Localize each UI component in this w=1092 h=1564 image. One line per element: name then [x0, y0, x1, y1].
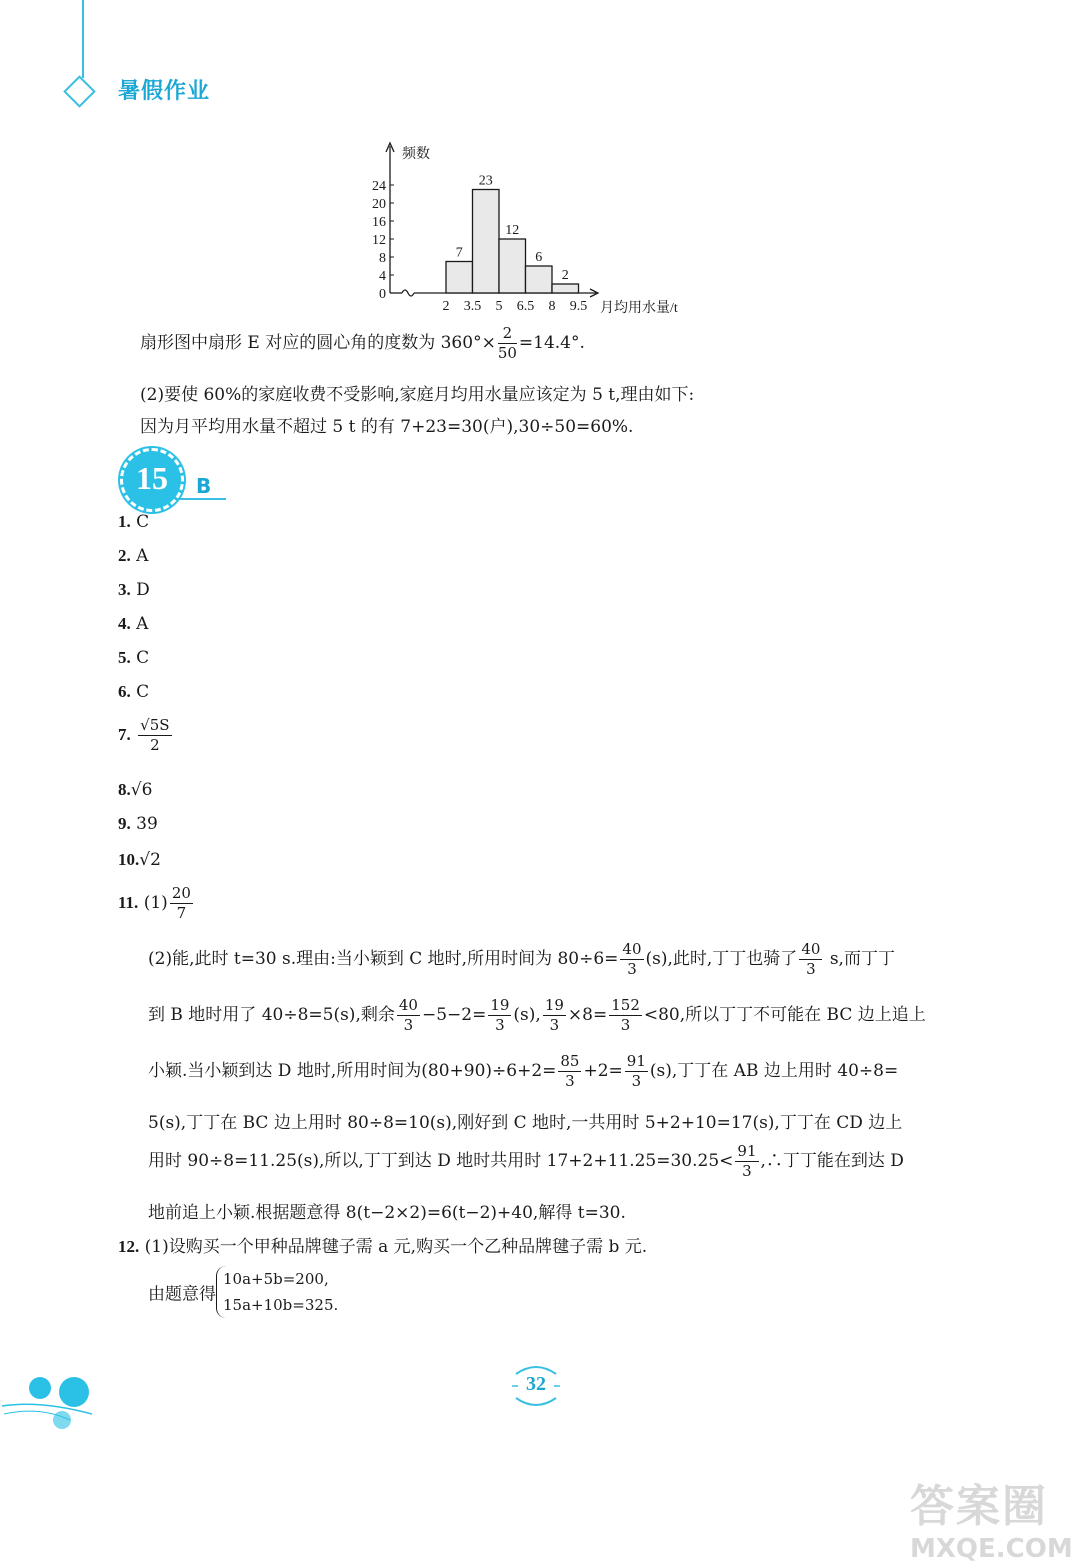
q11-line-2 [148, 998, 968, 1033]
q11-text: (2)能,此时 t=30 s.理由:当小颖到 C 地时,所用时间为 80÷6= [148, 949, 619, 969]
histogram-chart [360, 140, 710, 325]
answer-item-7 [118, 718, 174, 753]
answer-item [118, 648, 149, 668]
answer-text: C [136, 648, 150, 668]
answer-text: (1)设购买一个甲种品牌毽子需 a 元,购买一个乙种品牌毽子需 b 元. [144, 1237, 648, 1257]
answer-item [118, 546, 148, 566]
fraction-numerator: √5S [140, 716, 170, 734]
fraction-denominator: 3 [549, 1016, 560, 1034]
section-number: 15 [136, 460, 168, 496]
q11-text: (s),丁丁在 AB 边上用时 40÷8= [649, 1061, 899, 1081]
answer-number: 11. [118, 893, 139, 912]
bar-value-label: 12 [505, 223, 520, 238]
q11-text: 到 B 地时用了 40÷8=5(s),剩余 [148, 1005, 395, 1025]
header-vertical-line [82, 0, 84, 78]
q11-fraction [543, 998, 566, 1033]
fraction-numerator: 152 [611, 996, 640, 1014]
q11-line-6: 地前追上小颖.根据题意得 8(t−2×2)=6(t−2)+40,解得 t=30. [148, 1203, 626, 1223]
y-tick-label: 16 [372, 215, 386, 230]
page-header-title: 暑假作业 [118, 79, 211, 104]
decorative-bubbles-icon [0, 1370, 110, 1440]
q11-fraction [488, 998, 511, 1033]
fraction-denominator: 3 [742, 1162, 752, 1180]
bar-value-label: 23 [478, 173, 493, 189]
answer-number: 5. [118, 648, 131, 667]
fraction-numerator: 19 [544, 996, 564, 1014]
equation-system [148, 1266, 338, 1318]
y-tick-label: 8 [379, 251, 386, 266]
page-number: 32 [526, 1373, 546, 1395]
fraction-denominator: 7 [176, 904, 187, 922]
answer-number: 2. [118, 546, 131, 565]
y-tick-label: 20 [372, 197, 386, 212]
q11-fraction [558, 1054, 581, 1089]
q11-line-5 [148, 1144, 968, 1179]
watermark-url: MXQE.COM [910, 1534, 1073, 1564]
page-number-badge [510, 1364, 562, 1408]
fraction-numerator: 19 [490, 996, 510, 1014]
answer-item-9 [118, 814, 158, 834]
x-axis-break-icon [402, 290, 414, 296]
answer-number: 6. [118, 682, 131, 701]
q11-text: s,而丁丁 [829, 949, 895, 969]
answer-item [118, 580, 150, 600]
q11-fraction [735, 1144, 758, 1179]
fraction-denominator: 3 [627, 960, 637, 978]
q11-line-4: 5(s),丁丁在 BC 边上用时 80÷8=10(s),刚好到 C 地时,一共用时 5+2+10=17(s),丁丁在 CD 边上 [148, 1113, 903, 1133]
answer-text: A [136, 546, 149, 566]
q11-text: −5−2= [421, 1005, 487, 1025]
fraction-numerator: 2 [498, 326, 517, 344]
answer-fraction [170, 886, 193, 921]
histogram-bar [552, 284, 579, 293]
answer-text: A [136, 614, 149, 634]
q11-fraction [397, 998, 420, 1033]
fraction-numerator: 40 [398, 996, 418, 1014]
answer-text: (1) [143, 893, 168, 913]
answer-number: 7. [118, 725, 131, 744]
x-tick-label: 5 [495, 299, 503, 314]
answer-item-12 [118, 1232, 647, 1257]
q11-line-1 [148, 942, 968, 977]
fraction-denominator: 3 [620, 1016, 631, 1034]
watermark [910, 1470, 1073, 1564]
answer-number: 4. [118, 614, 131, 633]
bar-value-label: 6 [535, 250, 543, 265]
answer-text: C [136, 512, 150, 532]
section-underline [176, 498, 226, 500]
answer-text: √2 [139, 850, 161, 870]
part2-line1: (2)要使 60%的家庭收费不受影响,家庭月均用水量应该定为 5 t,理由如下: [140, 385, 695, 405]
answer-item [118, 614, 148, 634]
bar-value-label: 7 [455, 245, 463, 261]
y-axis-label: 频数 [402, 147, 430, 162]
fraction-denominator: 3 [806, 960, 816, 978]
answer-text: 39 [136, 814, 158, 834]
answer-number: 3. [118, 580, 131, 599]
answer-item-11 [118, 886, 195, 921]
sector-angle-line [140, 326, 585, 361]
histogram-bar [526, 266, 553, 293]
q11-text: 小颖.当小颖到达 D 地时,所用时间为(80+90)÷6+2= [148, 1061, 557, 1081]
q11-text: ×8= [567, 1005, 608, 1025]
x-tick-label: 3.5 [463, 299, 482, 314]
answer-item-8 [118, 780, 152, 800]
part2-line2: 因为月平均用水量不超过 5 t 的有 7+23=30(户),30÷50=60%. [140, 417, 634, 437]
equation-prefix: 由题意得 [148, 1284, 216, 1305]
q11-text: +2= [583, 1061, 623, 1081]
header-diamond-icon [63, 75, 96, 108]
answer-item-10 [118, 850, 161, 870]
fraction-denominator: 3 [403, 1016, 414, 1034]
bar-value-label: 2 [561, 268, 569, 283]
fraction-denominator: 3 [495, 1016, 505, 1034]
equation-line: 10a+5b=200, [223, 1270, 329, 1288]
x-tick-label: 9.5 [569, 299, 588, 314]
answer-item [118, 682, 149, 702]
fraction-numerator: 91 [737, 1142, 757, 1160]
x-axis-label: 月均用水量/t [600, 301, 678, 316]
q11-fraction [799, 942, 822, 977]
histogram-bar [446, 262, 473, 294]
sector-fraction [498, 326, 517, 361]
answer-text: D [136, 580, 150, 600]
x-tick-label: 2 [442, 299, 450, 314]
sector-line-result: =14.4°. [518, 333, 585, 353]
fraction-numerator: 91 [626, 1052, 646, 1070]
histogram-bar [499, 239, 526, 293]
histogram-bar [473, 190, 500, 294]
answer-number: 9. [118, 814, 131, 833]
answer-number: 1. [118, 512, 131, 531]
fraction-denominator: 50 [497, 344, 517, 362]
answer-text: C [136, 682, 150, 702]
answer-text: √6 [130, 780, 153, 800]
q11-text: 用时 90÷8=11.25(s),所以,丁丁到达 D 地时共用时 17+2+11.25=30.25< [148, 1151, 734, 1171]
answer-fraction [138, 718, 171, 753]
y-tick-label: 12 [372, 233, 386, 248]
fraction-numerator: 40 [622, 940, 642, 958]
q11-text: ,∴丁丁能在到达 D [760, 1151, 904, 1171]
sector-line-text: 扇形图中扇形 E 对应的圆心角的度数为 360°× [140, 333, 496, 353]
x-tick-label: 8 [548, 299, 556, 314]
q11-text: (s),此时,丁丁也骑了 [645, 949, 798, 969]
fraction-denominator: 3 [631, 1072, 642, 1090]
fraction-numerator: 20 [171, 884, 191, 902]
q11-fraction [620, 942, 643, 977]
fraction-denominator: 3 [565, 1072, 575, 1090]
x-tick-label: 6.5 [516, 299, 535, 314]
q11-text: (s), [513, 1005, 541, 1025]
y-tick-label: 0 [379, 287, 386, 302]
fraction-numerator: 85 [560, 1052, 580, 1070]
answer-number: 12. [118, 1237, 140, 1256]
answer-item [118, 512, 149, 532]
q11-text: <80,所以丁丁不可能在 BC 边上追上 [643, 1005, 926, 1025]
equation-brace [216, 1266, 338, 1318]
answer-number: 8. [118, 780, 131, 799]
section-number-badge [120, 448, 184, 512]
q11-fraction [609, 998, 642, 1033]
fraction-denominator: 2 [150, 736, 160, 754]
section-letter: B [196, 474, 212, 498]
equation-line: 15a+10b=325. [223, 1296, 339, 1314]
q11-fraction [625, 1054, 648, 1089]
y-tick-label: 4 [379, 269, 386, 284]
watermark-text: 答案圈 [910, 1481, 1048, 1532]
q11-line-3 [148, 1054, 968, 1089]
y-tick-label: 24 [372, 179, 386, 194]
fraction-numerator: 40 [801, 940, 821, 958]
answer-number: 10. [118, 850, 140, 869]
